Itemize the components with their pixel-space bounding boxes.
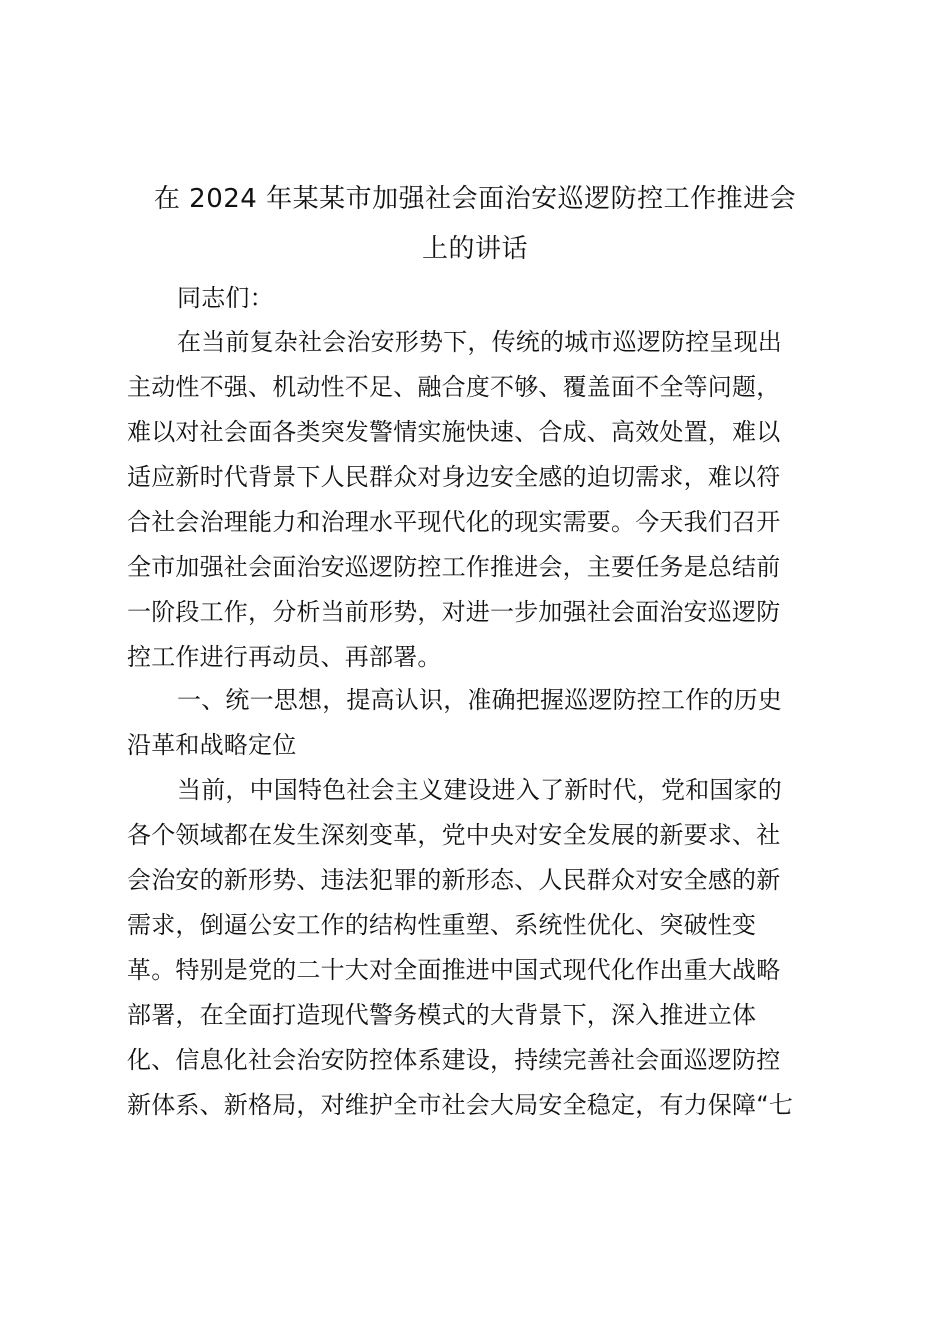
salutation: 同志们：	[177, 284, 274, 312]
paragraph-1-line: 主动性不强、机动性不足、融合度不够、覆盖面不全等问题，	[127, 373, 781, 401]
paragraph-1-line: 合社会治理能力和治理水平现代化的现实需要。今天我们召开	[127, 508, 781, 536]
paragraph-2-line: 需求，倒逼公安工作的结构性重塑、系统性优化、突破性变	[127, 911, 757, 939]
paragraph-2-line: 化、信息化社会治安防控体系建设，持续完善社会面巡逻防控	[127, 1046, 781, 1074]
paragraph-1-line: 难以对社会面各类突发警情实施快速、合成、高效处置，难以	[127, 418, 781, 446]
document-title-line-2: 上的讲话	[421, 234, 528, 264]
paragraph-2-line: 当前，中国特色社会主义建设进入了新时代，党和国家的	[177, 776, 782, 804]
document-title-line-1: 在 2024 年某某市加强社会面治安巡逻防控工作推进会	[153, 184, 797, 214]
paragraph-1-line: 一阶段工作，分析当前形势，对进一步加强社会面治安巡逻防	[127, 598, 781, 626]
paragraph-1-line: 在当前复杂社会治安形势下，传统的城市巡逻防控呈现出	[177, 328, 782, 356]
section-heading-line: 沿革和战略定位	[127, 731, 297, 759]
paragraph-2-line: 部署，在全面打造现代警务模式的大背景下，深入推进立体	[127, 1001, 757, 1029]
paragraph-1-line: 适应新时代背景下人民群众对身边安全感的迫切需求，难以符	[127, 463, 781, 491]
paragraph-1-line: 全市加强社会面治安巡逻防控工作推进会，主要任务是总结前	[127, 553, 781, 581]
paragraph-2-line: 革。特别是党的二十大对全面推进中国式现代化作出重大战略	[127, 956, 781, 984]
paragraph-2-line: 新体系、新格局，对维护全市社会大局安全稳定，有力保障“七	[127, 1091, 794, 1119]
section-heading-line: 一、统一思想，提高认识，准确把握巡逻防控工作的历史	[177, 686, 782, 714]
paragraph-1-line: 控工作进行再动员、再部署。	[127, 643, 442, 671]
paragraph-2-line: 各个领域都在发生深刻变革，党中央对安全发展的新要求、社	[127, 821, 781, 849]
paragraph-2-line: 会治安的新形势、违法犯罪的新形态、人民群众对安全感的新	[127, 866, 781, 894]
